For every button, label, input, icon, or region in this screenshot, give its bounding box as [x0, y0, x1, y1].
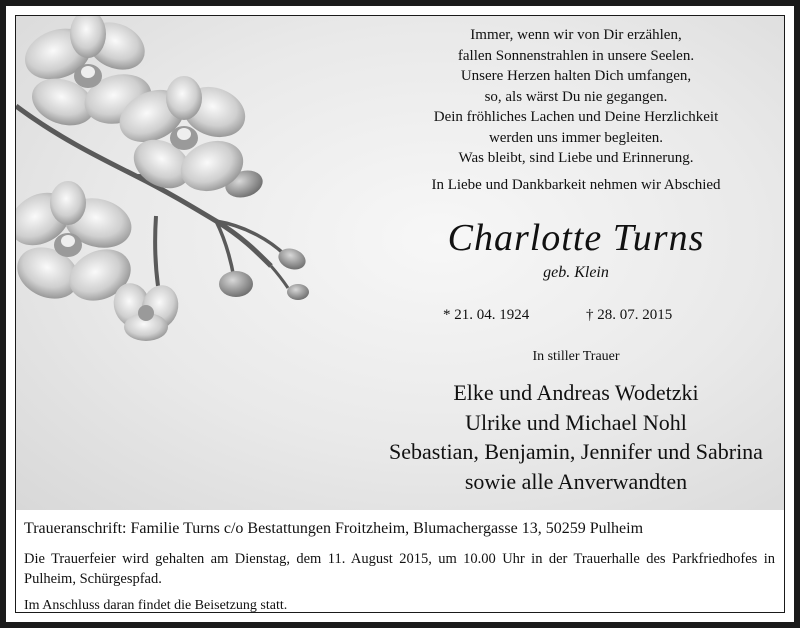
mourner-line: sowie alle Anverwandten [464, 468, 688, 494]
mourner-line: Ulrike und Michael Nohl [465, 409, 687, 435]
mourning-address: Traueranschrift: Familie Turns c/o Bestattungen Froitzheim, Blumachergasse 13, 50259 Pulheim [24, 520, 644, 537]
poem-line: Was bleibt, sind Liebe und Erinnerung. [458, 150, 694, 166]
poem-line: Dein fröhliches Lachen und Deine Herzlichkeit [433, 109, 719, 125]
birth-date: * 21. 04. 1924 [443, 307, 530, 323]
maiden-name: geb. Klein [543, 264, 609, 281]
burial-info: Im Anschluss daran findet die Beisetzung statt. [24, 598, 288, 613]
mourners-list [336, 378, 785, 496]
poem-line: fallen Sonnenstrahlen in unsere Seelen. [457, 47, 695, 64]
mourning-intro: In stiller Trauer [532, 349, 620, 364]
death-date: † 28. 07. 2015 [586, 307, 673, 323]
deceased-name: Charlotte Turns [447, 217, 705, 259]
poem-line: so, als wärst Du nie gegangen. [484, 88, 668, 105]
poem-line: Unsere Herzen halten Dich umfangen, [460, 68, 692, 84]
orchid-image [16, 16, 326, 356]
main-panel [16, 16, 784, 510]
poem-line: Immer, wenn wir von Dir erzählen, [470, 27, 682, 43]
mourner-line: Sebastian, Benjamin, Jennifer und Sabrina [389, 439, 763, 464]
poem-line: werden uns immer begleiten. [488, 129, 664, 146]
farewell-line: In Liebe und Dankbarkeit nehmen wir Abschied [431, 177, 721, 193]
service-info: Die Trauerfeier wird gehalten am Dienstag, dem 11. August 2015, um 10.00 Uhr in der Trauerhalle des Parkfriedhofes in Pulheim, Schürgespfad. [24, 551, 775, 587]
poem [351, 25, 785, 169]
mourner-line: Elke und Andreas Wodetzki [453, 380, 699, 405]
notice-frame [15, 15, 785, 613]
